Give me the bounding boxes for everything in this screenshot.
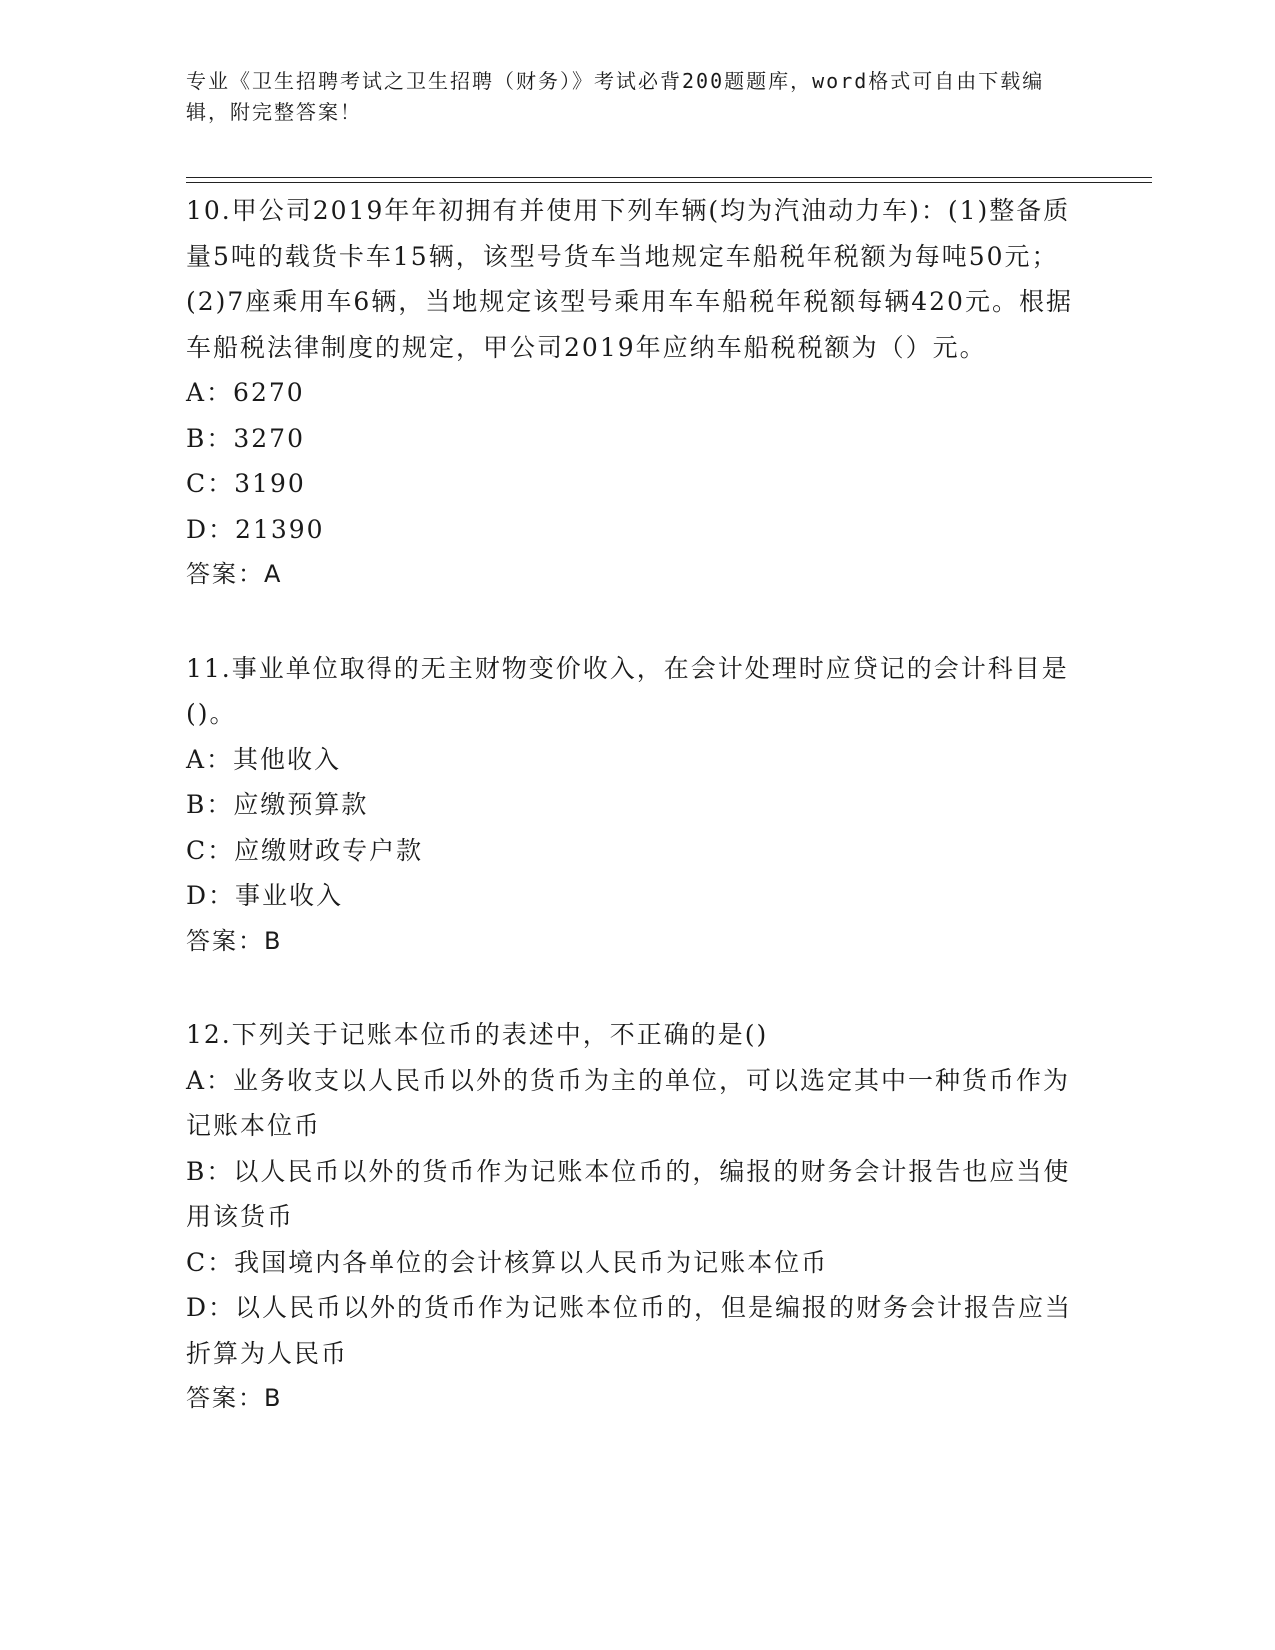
option-d: D：事业收入 (186, 881, 344, 910)
question-spacer (186, 964, 1086, 1012)
header-divider-top (186, 177, 1152, 178)
option-a: A：业务收支以人民币以外的货币为主的单位，可以选定其中一种货币作为记账本位币 (186, 1065, 1071, 1140)
answer: 答案：B (186, 926, 283, 955)
question-stem: 12.下列关于记账本位币的表述中，不正确的是() (186, 1020, 769, 1049)
question-block (186, 1012, 1086, 1422)
option-c: C：我国境内各单位的会计核算以人民币为记账本位币 (186, 1247, 829, 1277)
question-spacer (186, 598, 1086, 646)
question-block (186, 188, 1086, 598)
option-a: A：其他收入 (186, 744, 342, 774)
option-d: D：21390 (186, 514, 325, 544)
option-d: D：以人民币以外的货币作为记账本位币的，但是编报的财务会计报告应当折算为人民币 (186, 1293, 1073, 1368)
question-stem: 11.事业单位取得的无主财物变价收入，在会计处理时应贷记的会计科目是()。 (186, 653, 1069, 728)
option-a: A：6270 (186, 378, 305, 407)
option-b: B：3270 (186, 423, 305, 453)
answer: 答案：A (186, 560, 283, 588)
option-b: B：应缴预算款 (186, 790, 369, 819)
answer: 答案：B (186, 1384, 283, 1412)
header-divider-bottom (186, 182, 1152, 183)
option-b: B：以人民币以外的货币作为记账本位币的，编报的财务会计报告也应当使用该货币 (186, 1156, 1071, 1231)
option-c: C：3190 (186, 469, 306, 498)
question-list (186, 188, 1086, 1422)
question-block (186, 646, 1086, 965)
header-text: 专业《卫生招聘考试之卫生招聘（财务）》考试必背200题题库，word格式可自由下载编辑，附完整答案！ (186, 69, 1045, 124)
document-header (186, 66, 1086, 128)
option-c: C：应缴财政专户款 (186, 835, 424, 865)
question-stem: 10.甲公司2019年年初拥有并使用下列车辆(均为汽油动力车)：(1)整备质量5吨的载货卡车15辆，该型号货车当地规定车船税年税额为每吨50元；(2)7座乘用车6辆，当地规定该型号乘用车车船税年税额每辆420元。根据车船税法律制度的规定，甲公司2019年应纳车船税税额为（）元。 (186, 196, 1073, 362)
